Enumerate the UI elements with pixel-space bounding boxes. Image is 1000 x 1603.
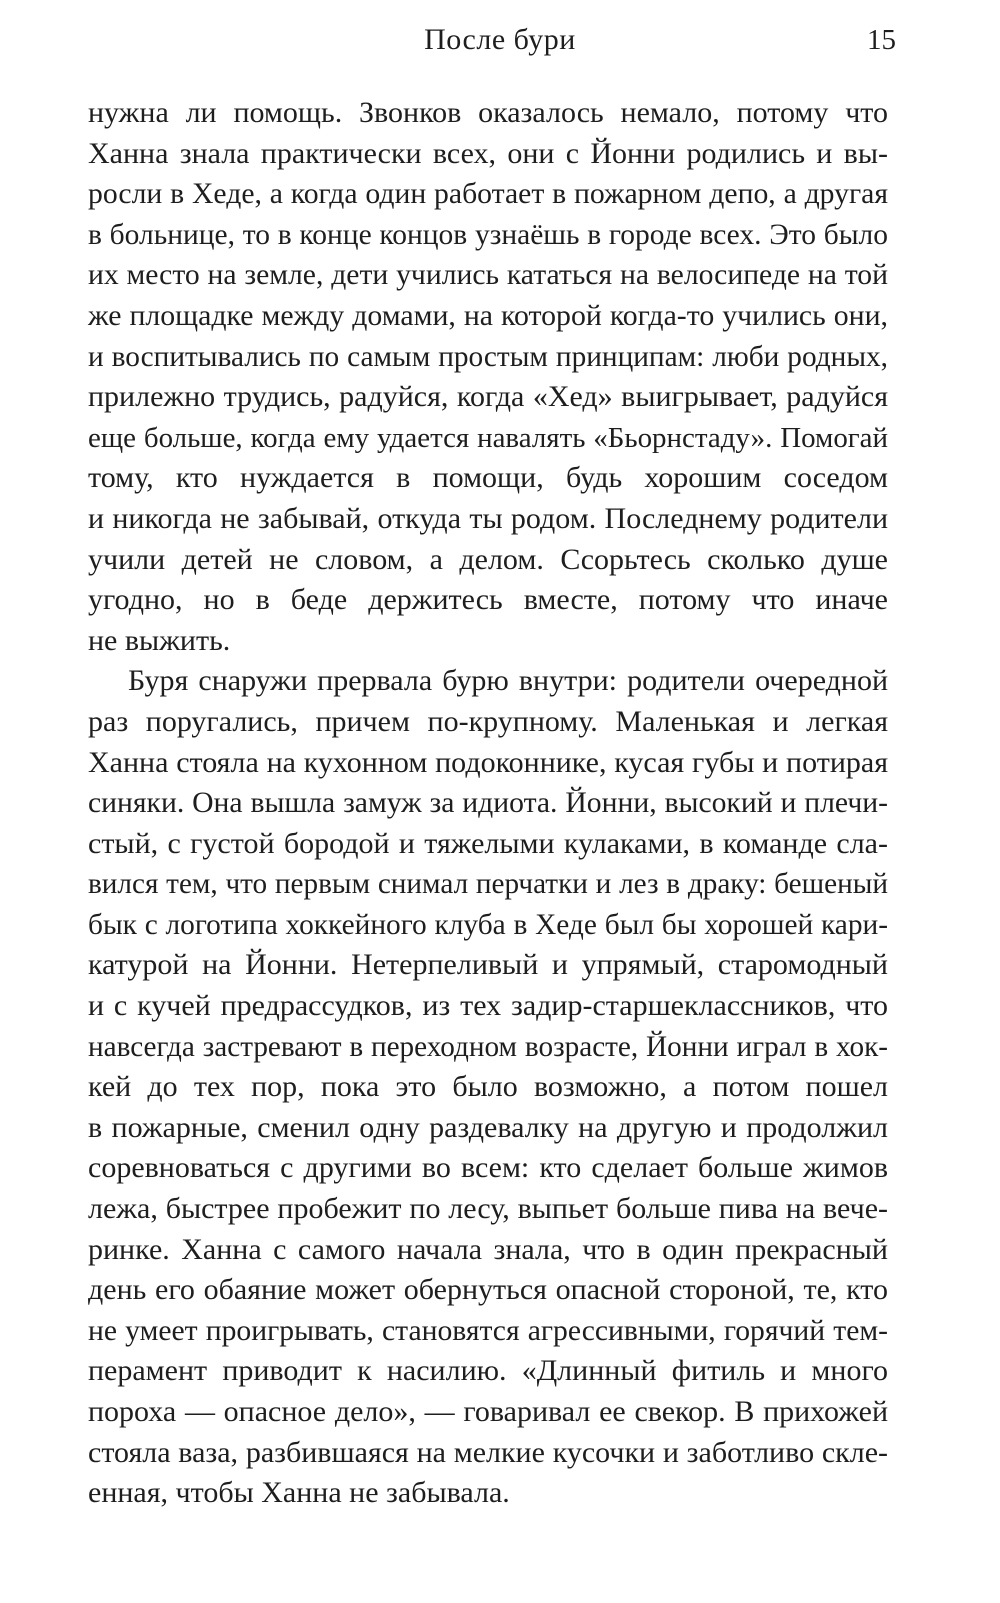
text-line: стояла ваза, разбившаяся на мелкие кусочки и заботливо скле-	[88, 1435, 888, 1469]
text-line: енная, чтобы Ханна не забывала.	[88, 1476, 510, 1510]
text-line: в больнице, то в конце концов узнаёшь в городе всех. Это было	[88, 218, 888, 251]
text-line: тому, кто нуждается в помощи, будь хорошим соседом	[88, 461, 888, 495]
text-line: нужна ли помощь. Звонков оказалось немало, потому что	[88, 96, 888, 129]
text-line: навсегда застревают в переходном возрасте, Йонни играл в хок-	[88, 1030, 888, 1063]
running-title: После бури	[424, 23, 576, 56]
text-line: катурой на Йонни. Нетерпеливый и упрямый, старомодный	[88, 948, 888, 982]
page-number: 15	[867, 24, 896, 56]
text-line: угодно, но в беде держитесь вместе, потому что иначе	[88, 583, 888, 617]
text-line: Ханна стояла на кухонном подоконнике, кусая губы и потирая	[88, 745, 888, 779]
text-line: в пожарные, сменил одну раздевалку на другую и продолжил	[88, 1110, 888, 1144]
text-line: их место на земле, дети учились кататься на велосипеде на той	[88, 259, 888, 292]
text-line: Буря снаружи прервала бурю внутри: родители очередной	[128, 664, 888, 698]
running-head	[0, 20, 1000, 60]
text-line: прилежно трудись, радуйся, когда «Хед» выигрывает, радуйся	[88, 380, 888, 414]
text-line: Ханна знала практически всех, они с Йонни родились и вы-	[88, 136, 888, 170]
text-line: и никогда не забывай, откуда ты родом. Последнему родители	[88, 501, 888, 535]
text-line: и с кучей предрассудков, из тех задир-старшеклассников, что	[88, 989, 888, 1023]
text-line: перамент приводит к насилию. «Длинный фитиль и много	[88, 1354, 888, 1388]
paragraph	[88, 661, 888, 1513]
text-line: день его обаяние может обернуться опасной стороной, те, кто	[88, 1273, 888, 1307]
text-line: раз поругались, причем по-крупному. Маленькая и легкая	[88, 704, 888, 738]
text-line: синяки. Она вышла замуж за идиота. Йонни, высокий и плечи-	[88, 787, 888, 820]
text-line: ринке. Ханна с самого начала знала, что в один прекрасный	[88, 1232, 888, 1266]
text-line: еще больше, когда ему удается навалять «Бьорнстаду». Помогай	[88, 421, 888, 454]
text-line: кей до тех пор, пока это было возможно, а потом пошел	[88, 1070, 888, 1104]
text-line: лежа, быстрее пробежит по лесу, выпьет больше пива на вече-	[88, 1192, 888, 1226]
text-line: и воспитывались по самым простым принципам: люби родных,	[88, 340, 888, 373]
text-line: соревноваться с другими во всем: кто сделает больше жимов	[88, 1151, 888, 1185]
text-line: росли в Хеде, а когда один работает в пожарном депо, а другая	[88, 178, 888, 211]
text-line: пороха — опасное дело», — говаривал ее свекор. В прихожей	[88, 1395, 888, 1428]
text-line: стый, с густой бородой и тяжелыми кулаками, в команде сла-	[88, 826, 888, 860]
text-line: вился тем, что первым снимал перчатки и лез в драку: бешеный	[88, 868, 888, 901]
text-line: учили детей не словом, а делом. Ссорьтесь сколько душе	[88, 542, 888, 576]
text-line: бык с логотипа хоккейного клуба в Хеде был бы хорошей кари-	[88, 908, 888, 941]
body-text	[88, 93, 888, 1514]
text-line: не умеет проигрывать, становятся агрессивными, горячий тем-	[88, 1314, 888, 1347]
text-line: не выжить.	[88, 623, 231, 657]
text-line: же площадке между домами, на которой когда-то учились они,	[88, 298, 888, 332]
paragraph	[88, 93, 888, 661]
